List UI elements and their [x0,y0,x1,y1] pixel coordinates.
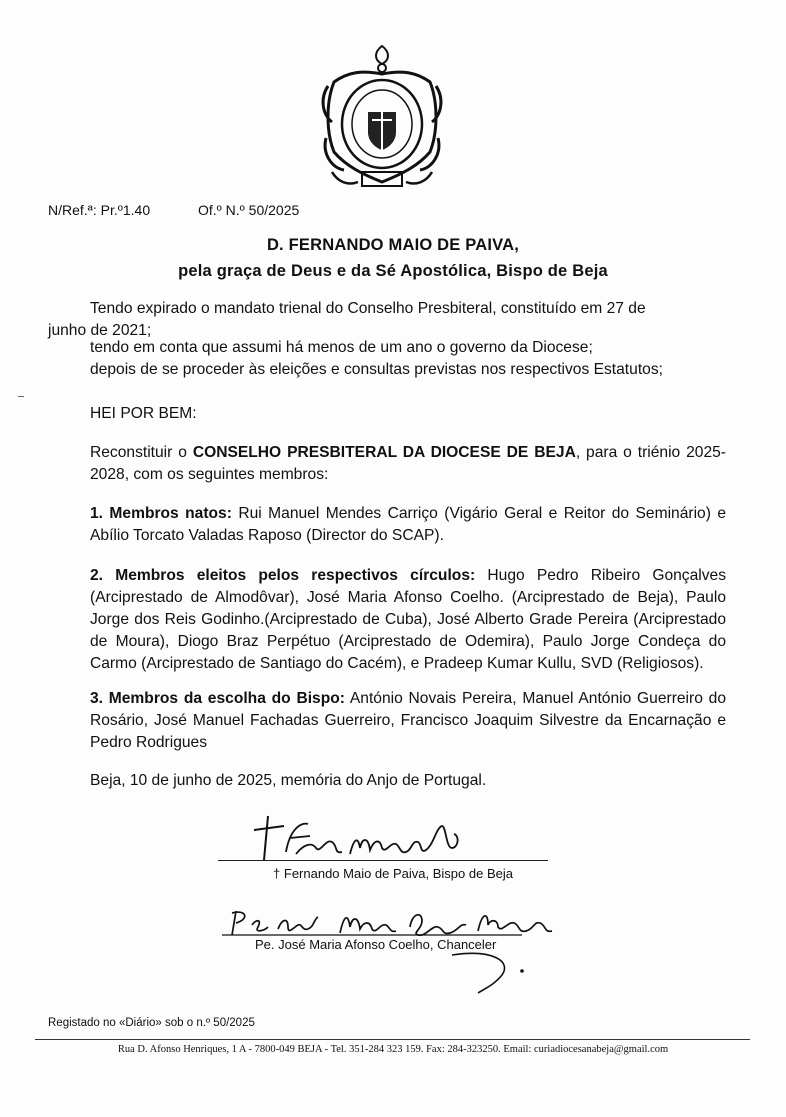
section-membros-eleitos [48,565,726,675]
decree-intro-pre: Reconstituir o [90,444,193,461]
footer-divider [35,1039,750,1040]
preamble-clause-3: depois de se proceder às eleições e consultas previstas nos respectivos Estatutos; [90,361,663,378]
reference-label [48,202,150,218]
section-heading: 2. Membros eleitos pelos respectivos círculos: [90,567,476,584]
section-body: Hugo Pedro Ribeiro Gonçalves (Arciprestado de Almodôvar), José Maria Afonso Coelho. (Arciprestado de Beja), Paulo Jorge dos Reis Godinho.(Arciprestado de Cuba), José Alberto Grade Pereira (Arciprestado de Moura), Diogo Braz Perpétuo (Arciprestado de Odemira), Paulo Jorge Condeça do Carmo (Arciprestado de Santiago do Cacém), e Pradeep Kumar Kullu, SVD (Religiosos). [90,567,726,672]
place-date: Beja, 10 de junho de 2025, memória do Anjo de Portugal. [90,772,487,789]
preamble-line-2: junho de 2021; [48,322,152,339]
ref-label: N/Ref.ª: [48,202,97,218]
preamble-line-1: Tendo expirado o mandato trienal do Conselho Presbiteral, constituído em 27 de [90,300,646,317]
decree-declaration: HEI POR BEM: [90,405,197,422]
bishop-caption: † Fernando Maio de Paiva, Bispo de Beja [273,866,513,881]
section-membros-escolha [48,688,726,754]
decree-intro-post: , para o triénio 2025-2028, com os seguintes membros: [90,444,727,483]
document-heading: D. FERNANDO MAIO DE PAIVA, [266,236,520,254]
preamble-clause-2: tendo em conta que assumi há menos de um ano o governo da Diocese; [90,339,593,356]
bishop-signature-icon [250,808,480,868]
signature-line [218,860,548,861]
office-number: Of.º N.º 50/2025 [198,202,300,218]
decree-intro [48,442,726,486]
section-text [48,688,726,754]
preamble-paragraph [48,298,726,342]
chancellor-caption: Pe. José Maria Afonso Coelho, Chanceler [255,937,497,952]
document-subheading: pela graça de Deus e da Sé Apostólica, Bispo de Beja [178,262,608,280]
section-text [48,565,726,675]
registry-note: Registado no «Diário» sob o n.º 50/2025 [48,1017,255,1029]
footer-address: Rua D. Afonso Henriques, 1 A - 7800-049 BEJA - Tel. 351-284 323 159. Fax: 284-323250. Email: curiadiocesanabeja@gmail.com [117,1044,669,1055]
section-text [48,503,726,547]
council-name: CONSELHO PRESBITERAL DA DIOCESE DE BEJA [192,444,576,461]
section-body: António Novais Pereira, Manuel António Guerreiro do Rosário, José Manuel Fachadas Guerreiro, Francisco Joaquim Silvestre da Encarnação e Pedro Rodrigues [90,690,726,751]
section-membros-natos [48,503,726,547]
decree-intro-text [48,442,726,486]
section-heading: 3. Membros da escolha do Bispo: [90,690,345,707]
section-body: Rui Manuel Mendes Carriço (Vigário Geral e Reitor do Seminário) e Abílio Torcato Valadas Raposo (Director do SCAP). [90,505,726,544]
margin-mark [18,396,24,397]
diocese-crest-icon [318,42,446,194]
section-heading: 1. Membros natos: [90,505,232,522]
ref-value: Pr.º1.40 [100,202,151,218]
